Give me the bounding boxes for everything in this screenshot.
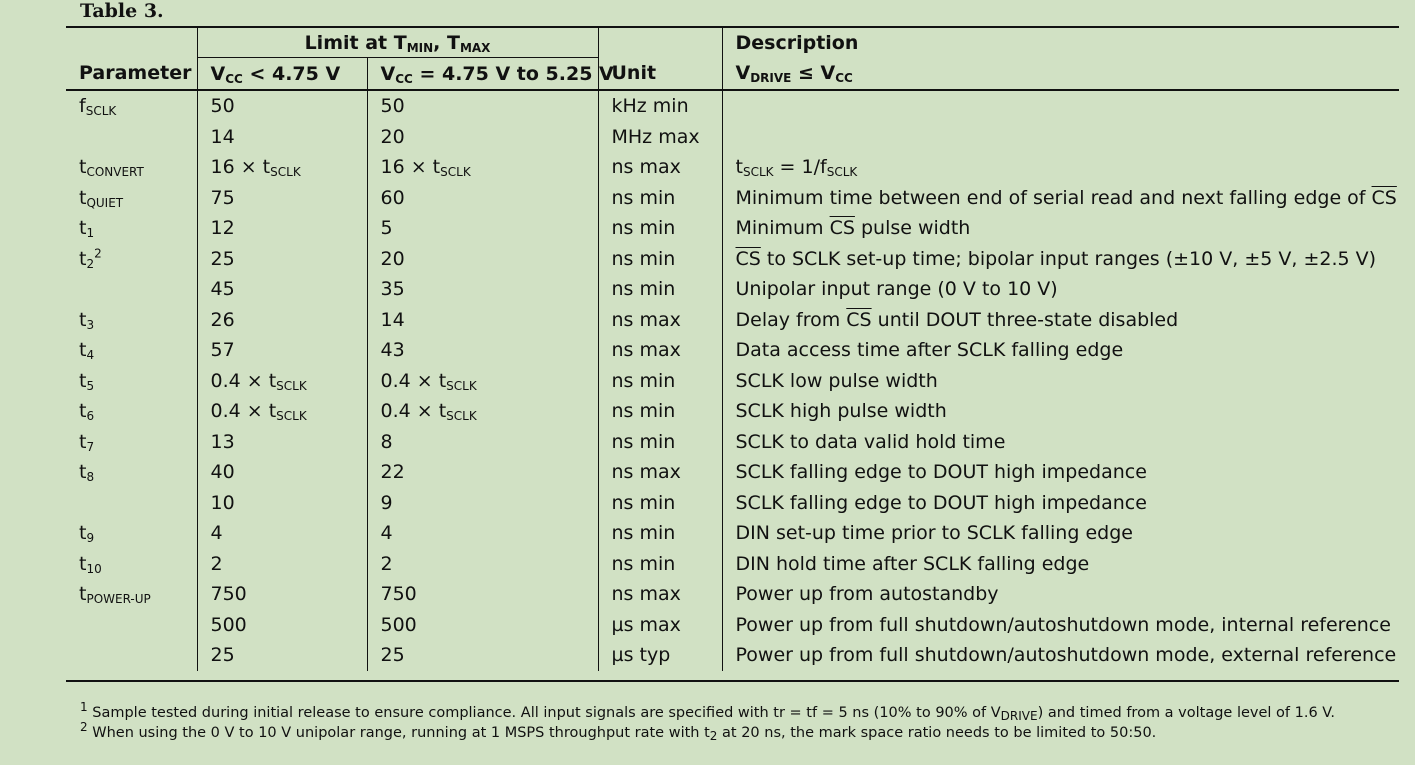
- cell-unit: [598, 640, 722, 671]
- cell-vcc-high: [367, 335, 598, 366]
- cell-vcc-low: [197, 427, 367, 458]
- description-text: pulse width: [854, 217, 971, 240]
- cell-unit: [598, 122, 722, 153]
- cell-description: [722, 640, 1399, 671]
- cell-parameter: [66, 579, 197, 610]
- description-text: Power up from autostandby: [735, 583, 999, 606]
- param-symbol: t: [79, 156, 87, 179]
- value-text: 4: [380, 522, 393, 545]
- param-symbol: t: [79, 369, 87, 392]
- cell-description: [722, 335, 1399, 366]
- value-text: 500: [210, 613, 247, 636]
- header-blank: [66, 28, 197, 58]
- header-vdrive: $V_{DRIVE} \le V_{CC}$: [722, 58, 1399, 90]
- cell-description: [722, 89, 1399, 122]
- table-title: Table 3.: [80, 0, 164, 22]
- param-subscript: 3: [86, 317, 95, 332]
- cell-unit: [598, 305, 722, 336]
- cell-description: [722, 366, 1399, 397]
- unit-text: ns min: [611, 369, 676, 392]
- footnote-ref: 2: [94, 246, 102, 261]
- description-text: Data access time after SCLK falling edge: [735, 339, 1124, 362]
- table-row: [66, 213, 1399, 244]
- cell-description: [722, 396, 1399, 427]
- description-text: Minimum: [735, 217, 830, 240]
- param-subscript: 6: [86, 409, 95, 424]
- cell-parameter: [66, 457, 197, 488]
- value-text: 2: [380, 552, 393, 575]
- table-row: [66, 457, 1399, 488]
- cell-description: [722, 518, 1399, 549]
- cell-vcc-high: [367, 122, 598, 153]
- cell-description: [722, 610, 1399, 641]
- cell-vcc-high: [367, 89, 598, 122]
- unit-text: ns min: [611, 491, 676, 514]
- cell-vcc-high: [367, 274, 598, 305]
- cs-overline: $\overline{CS}$: [735, 247, 761, 270]
- unit-text: ns min: [611, 400, 676, 423]
- cell-unit: [598, 610, 722, 641]
- description-text: Unipolar input range (0 V to 10 V): [735, 278, 1058, 301]
- description-text: SCLK to data valid hold time: [735, 430, 1006, 453]
- value-text: 75: [210, 186, 235, 209]
- cell-vcc-low: [197, 579, 367, 610]
- param-subscript: CONVERT: [86, 165, 144, 180]
- cell-vcc-low: [197, 549, 367, 580]
- description-text: SCLK falling edge to DOUT high impedance: [735, 461, 1147, 484]
- table-row: [66, 274, 1399, 305]
- cell-vcc-high: [367, 488, 598, 519]
- value-text: 10: [210, 491, 235, 514]
- cell-description: [722, 122, 1399, 153]
- cell-vcc-high: [367, 305, 598, 336]
- value-subscript: SCLK: [270, 165, 301, 180]
- cell-unit: [598, 427, 722, 458]
- cell-unit: [598, 152, 722, 183]
- value-text: 13: [210, 430, 235, 453]
- cell-vcc-low: [197, 457, 367, 488]
- value-text: 750: [380, 583, 417, 606]
- table-row: [66, 549, 1399, 580]
- cell-vcc-low: [197, 89, 367, 122]
- description-text: = 1/f: [773, 156, 827, 179]
- cell-description: [722, 213, 1399, 244]
- value-text: 25: [210, 247, 235, 270]
- table-row: [66, 640, 1399, 671]
- value-subscript: SCLK: [276, 409, 307, 424]
- value-text: 750: [210, 583, 247, 606]
- table-row: [66, 518, 1399, 549]
- unit-text: ns max: [611, 308, 681, 331]
- table-row: [66, 427, 1399, 458]
- value-text: 50: [380, 95, 405, 118]
- cell-vcc-high: [367, 579, 598, 610]
- value-text: 20: [380, 247, 405, 270]
- description-text: Delay from: [735, 308, 847, 331]
- value-text: 14: [380, 308, 405, 331]
- cell-parameter: [66, 518, 197, 549]
- value-text: 16 × t: [210, 156, 271, 179]
- cell-vcc-high: [367, 640, 598, 671]
- description-text: SCLK low pulse width: [735, 369, 938, 392]
- param-subscript: 1: [86, 226, 95, 241]
- value-text: 22: [380, 461, 405, 484]
- cell-vcc-high: [367, 213, 598, 244]
- description-subscript: SCLK: [742, 165, 774, 180]
- description-subscript: SCLK: [826, 165, 858, 180]
- value-text: 40: [210, 461, 235, 484]
- cell-unit: [598, 213, 722, 244]
- cell-vcc-low: [197, 152, 367, 183]
- cell-unit: [598, 244, 722, 275]
- unit-text: µs max: [611, 613, 681, 636]
- unit-text: ns min: [611, 217, 676, 240]
- cell-parameter: [66, 152, 197, 183]
- cell-vcc-high: [367, 549, 598, 580]
- cell-parameter: [66, 396, 197, 427]
- table-row: [66, 366, 1399, 397]
- cell-parameter: [66, 640, 197, 671]
- value-text: 43: [380, 339, 405, 362]
- description-text: Power up from full shutdown/autoshutdown mode, external reference: [735, 644, 1397, 667]
- cell-unit: [598, 89, 722, 122]
- table-row: [66, 335, 1399, 366]
- cell-parameter: [66, 122, 197, 153]
- cell-vcc-low: [197, 366, 367, 397]
- cell-vcc-low: [197, 488, 367, 519]
- param-subscript: QUIET: [86, 195, 124, 210]
- cell-vcc-high: [367, 427, 598, 458]
- cell-description: [722, 579, 1399, 610]
- unit-text: ns min: [611, 278, 676, 301]
- description-text: SCLK high pulse width: [735, 400, 947, 423]
- value-text: 0.4 × t: [210, 369, 277, 392]
- value-text: 16 × t: [380, 156, 441, 179]
- table-row: [66, 89, 1399, 122]
- cell-vcc-low: [197, 396, 367, 427]
- param-symbol: f: [79, 95, 86, 118]
- cell-parameter: [66, 488, 197, 519]
- description-text: t: [735, 156, 743, 179]
- cell-vcc-low: [197, 305, 367, 336]
- value-text: 45: [210, 278, 235, 301]
- header-description: Description: [722, 28, 1399, 58]
- unit-text: kHz min: [611, 95, 689, 118]
- cell-parameter: [66, 244, 197, 275]
- header-limit: Limit at $T_{MIN}$, $T_{MAX}$: [197, 28, 598, 58]
- description-text: until DOUT three-state disabled: [871, 308, 1179, 331]
- cell-unit: [598, 457, 722, 488]
- cell-parameter: [66, 89, 197, 122]
- cell-vcc-high: [367, 152, 598, 183]
- param-subscript: 2: [86, 256, 95, 271]
- cell-unit: [598, 183, 722, 214]
- cell-vcc-low: [197, 213, 367, 244]
- param-symbol: t: [79, 522, 87, 545]
- table-row: [66, 244, 1399, 275]
- cell-description: [722, 305, 1399, 336]
- cs-overline: $\overline{CS}$: [829, 217, 855, 240]
- cell-unit: [598, 488, 722, 519]
- cell-unit: [598, 366, 722, 397]
- header-vcc-high: $V_{CC} = 4.75$ V to 5.25 V: [367, 58, 598, 90]
- value-text: 14: [210, 125, 235, 148]
- value-text: 57: [210, 339, 235, 362]
- param-symbol: t: [79, 308, 87, 331]
- value-text: 26: [210, 308, 235, 331]
- param-subscript: 8: [86, 470, 95, 485]
- cell-description: [722, 152, 1399, 183]
- cell-vcc-low: [197, 274, 367, 305]
- table-row: [66, 579, 1399, 610]
- cell-description: [722, 488, 1399, 519]
- cell-description: [722, 457, 1399, 488]
- value-text: 12: [210, 217, 235, 240]
- cell-description: [722, 427, 1399, 458]
- cell-parameter: [66, 183, 197, 214]
- unit-text: ns min: [611, 552, 676, 575]
- param-subscript: 4: [86, 348, 95, 363]
- table-row: [66, 488, 1399, 519]
- cell-vcc-high: [367, 396, 598, 427]
- cell-vcc-high: [367, 183, 598, 214]
- header-rule: [66, 89, 1399, 91]
- cell-unit: [598, 549, 722, 580]
- footnote-2: $^2$ When using the 0 V to 10 V unipolar range, running at 1 MSPS throughput rate with $t_2$ at 20 ns, the mark space ratio needs to be limited to 50:50.: [80, 720, 1157, 743]
- header-unit: Unit: [598, 58, 722, 90]
- table-row: [66, 183, 1399, 214]
- table-row: [66, 122, 1399, 153]
- value-text: 0.4 × t: [210, 400, 277, 423]
- cell-description: [722, 274, 1399, 305]
- cell-vcc-high: [367, 518, 598, 549]
- header-vcc-low: $V_{CC} < 4.75$ V: [197, 58, 367, 90]
- unit-text: ns max: [611, 339, 681, 362]
- unit-text: µs typ: [611, 644, 671, 667]
- param-symbol: t: [79, 339, 87, 362]
- table-row: [66, 610, 1399, 641]
- param-symbol: t: [79, 400, 87, 423]
- cell-vcc-low: [197, 244, 367, 275]
- value-text: 25: [210, 644, 235, 667]
- param-subscript: 5: [86, 378, 95, 393]
- cell-vcc-low: [197, 518, 367, 549]
- footnote-1: $^1$ Sample tested during initial release to ensure compliance. All input signals are specified with tr = tf = 5 ns (10% to 90% of $V_{DRIVE}$) and timed from a voltage level of 1.6 V.: [80, 700, 1335, 723]
- table-row: [66, 396, 1399, 427]
- cell-parameter: [66, 335, 197, 366]
- value-text: 4: [210, 522, 223, 545]
- cell-description: [722, 183, 1399, 214]
- value-subscript: SCLK: [446, 378, 477, 393]
- value-subscript: SCLK: [276, 378, 307, 393]
- param-symbol: t: [79, 583, 87, 606]
- value-subscript: SCLK: [446, 409, 477, 424]
- timing-table: [66, 28, 1399, 671]
- cell-parameter: [66, 274, 197, 305]
- unit-text: ns max: [611, 156, 681, 179]
- cs-overline: $\overline{CS}$: [846, 308, 872, 331]
- cs-overline: $\overline{CS}$: [1371, 186, 1397, 209]
- cell-vcc-low: [197, 122, 367, 153]
- unit-text: ns max: [611, 583, 681, 606]
- param-subscript: 7: [86, 439, 95, 454]
- value-text: 0.4 × t: [380, 400, 447, 423]
- cell-parameter: [66, 427, 197, 458]
- cell-vcc-high: [367, 610, 598, 641]
- description-text: DIN set-up time prior to SCLK falling edge: [735, 522, 1133, 545]
- footnotes: [80, 700, 1335, 743]
- cell-vcc-low: [197, 183, 367, 214]
- cell-vcc-low: [197, 610, 367, 641]
- header-parameter: Parameter: [79, 62, 192, 85]
- value-text: 50: [210, 95, 235, 118]
- value-text: 20: [380, 125, 405, 148]
- param-subscript: POWER-UP: [86, 592, 151, 607]
- table-row: [66, 152, 1399, 183]
- description-text: SCLK falling edge to DOUT high impedance: [735, 491, 1147, 514]
- unit-text: ns min: [611, 522, 676, 545]
- cell-parameter: [66, 610, 197, 641]
- value-text: 35: [380, 278, 405, 301]
- value-text: 0.4 × t: [380, 369, 447, 392]
- value-text: 5: [380, 217, 393, 240]
- value-subscript: SCLK: [440, 165, 471, 180]
- param-symbol: t: [79, 430, 87, 453]
- cell-description: [722, 549, 1399, 580]
- bottom-rule: [66, 680, 1399, 682]
- unit-text: ns min: [611, 247, 676, 270]
- param-subscript: 10: [86, 561, 102, 576]
- cell-unit: [598, 579, 722, 610]
- unit-text: ns min: [611, 186, 676, 209]
- param-symbol: t: [79, 461, 87, 484]
- cell-unit: [598, 518, 722, 549]
- param-symbol: t: [79, 247, 87, 270]
- cell-vcc-low: [197, 335, 367, 366]
- description-text: to SCLK set-up time; bipolar input ranges (±10 V, ±5 V, ±2.5 V): [760, 247, 1377, 270]
- param-symbol: t: [79, 186, 87, 209]
- cell-unit: [598, 274, 722, 305]
- cell-parameter: [66, 305, 197, 336]
- description-text: DIN hold time after SCLK falling edge: [735, 552, 1090, 575]
- cell-parameter: [66, 213, 197, 244]
- cell-vcc-low: [197, 640, 367, 671]
- value-text: 2: [210, 552, 223, 575]
- description-text: Power up from full shutdown/autoshutdown mode, internal reference: [735, 613, 1391, 636]
- header-blank-unit: [598, 28, 722, 58]
- value-text: 8: [380, 430, 393, 453]
- param-subscript: 9: [86, 531, 95, 546]
- table-row: [66, 305, 1399, 336]
- value-text: 9: [380, 491, 393, 514]
- cell-vcc-high: [367, 457, 598, 488]
- unit-text: ns max: [611, 461, 681, 484]
- value-text: 25: [380, 644, 405, 667]
- value-text: 500: [380, 613, 417, 636]
- description-text: Minimum time between end of serial read and next falling edge of: [735, 186, 1372, 209]
- param-subscript: SCLK: [85, 104, 117, 119]
- cell-parameter: [66, 366, 197, 397]
- unit-text: MHz max: [611, 125, 700, 148]
- cell-parameter: [66, 549, 197, 580]
- cell-unit: [598, 335, 722, 366]
- cell-vcc-high: [367, 366, 598, 397]
- param-symbol: t: [79, 217, 87, 240]
- value-text: 60: [380, 186, 405, 209]
- param-symbol: t: [79, 552, 87, 575]
- unit-text: ns min: [611, 430, 676, 453]
- cell-description: [722, 244, 1399, 275]
- cell-vcc-high: [367, 244, 598, 275]
- cell-unit: [598, 396, 722, 427]
